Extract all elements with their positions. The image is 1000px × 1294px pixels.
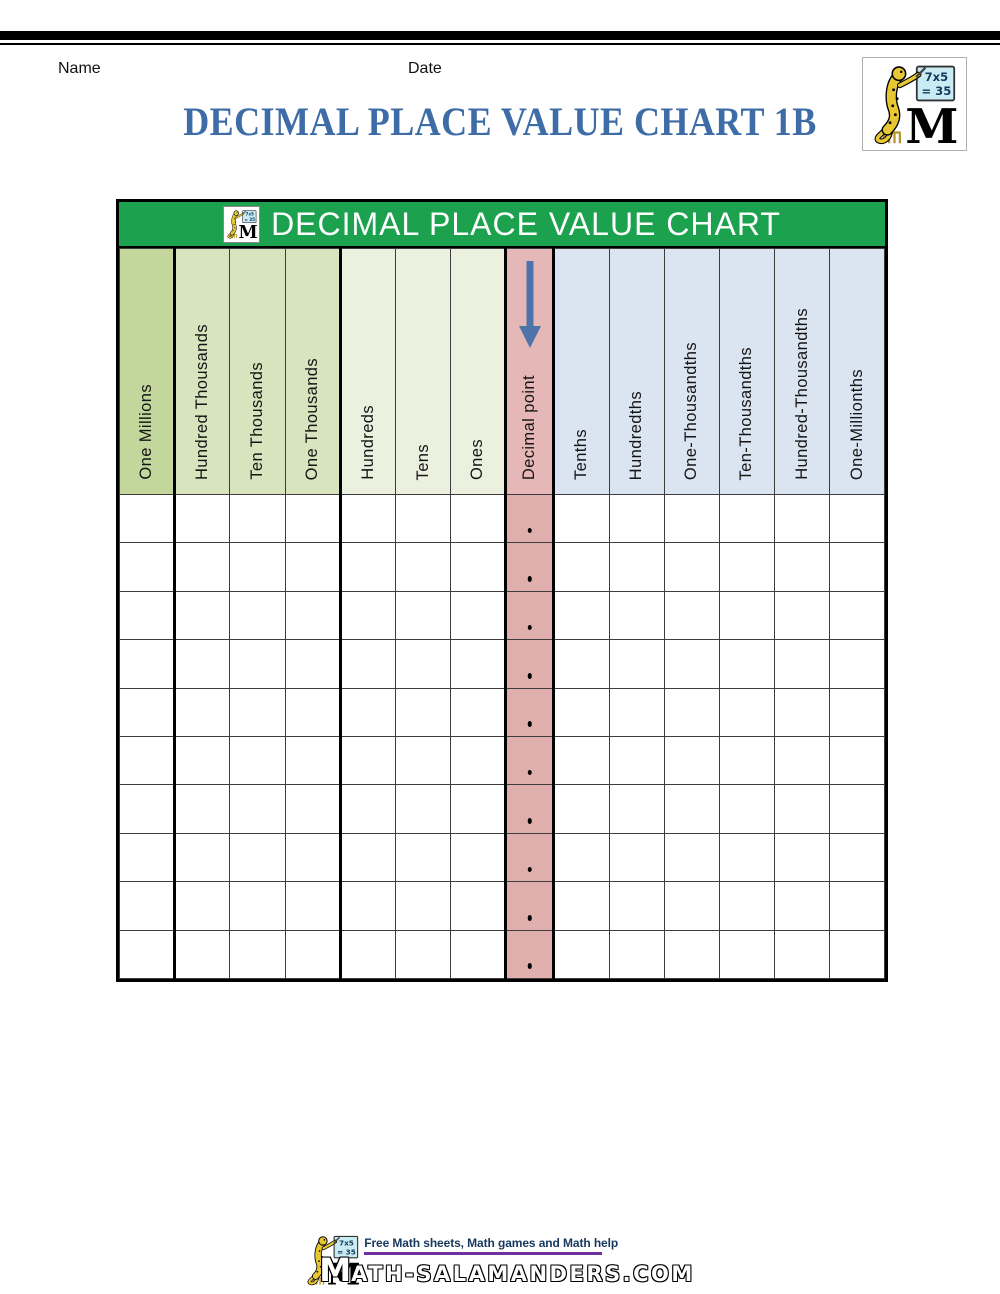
cell-hundred-thousands[interactable] (175, 640, 230, 688)
cell-hundred-thousands[interactable] (175, 688, 230, 736)
banner-salamander-logo-icon (223, 206, 260, 243)
page-title (0, 98, 1000, 145)
cell-one-thousandths[interactable] (664, 543, 719, 591)
decimal-point-dot (528, 818, 533, 824)
table-row (120, 833, 885, 881)
cell-one-millionths[interactable] (830, 688, 885, 736)
cell-tenths[interactable] (554, 640, 609, 688)
cell-tens[interactable] (395, 591, 450, 639)
cell-one-millions[interactable] (120, 591, 175, 639)
cell-one-millions[interactable] (120, 688, 175, 736)
cell-one-thousandths[interactable] (664, 882, 719, 930)
cell-tens[interactable] (395, 640, 450, 688)
cell-tens[interactable] (395, 495, 450, 543)
footer-text-block (319, 1228, 695, 1289)
cell-one-millions[interactable] (120, 736, 175, 784)
cell-one-millionths[interactable] (830, 591, 885, 639)
cell-hundred-thousandths[interactable] (775, 833, 830, 881)
decimal-point-dot (528, 721, 533, 727)
top-divider (0, 31, 1000, 45)
decimal-point-dot (528, 625, 533, 631)
column-header-ones (451, 249, 506, 495)
decimal-down-arrow-icon (518, 256, 542, 351)
cell-ten-thousands[interactable] (230, 736, 285, 784)
footer-tagline: Free Math sheets, Math games and Math help (364, 1236, 619, 1250)
column-header-one-thousands (285, 249, 340, 495)
column-header-hundreds (340, 249, 395, 495)
cell-ten-thousandths[interactable] (719, 785, 774, 833)
cell-ones[interactable] (451, 930, 506, 978)
cell-tenths[interactable] (554, 785, 609, 833)
cell-one-thousands[interactable] (285, 543, 340, 591)
table-row (120, 495, 885, 543)
site-name-initial: M (319, 1251, 352, 1289)
cell-tens[interactable] (395, 833, 450, 881)
cell-ten-thousands[interactable] (230, 640, 285, 688)
cell-hundred-thousands[interactable] (175, 785, 230, 833)
cell-one-millions[interactable] (120, 882, 175, 930)
divider-thick-line (0, 31, 1000, 40)
decimal-point-cell[interactable] (506, 591, 554, 639)
cell-hundred-thousands[interactable] (175, 833, 230, 881)
cell-ten-thousandths[interactable] (719, 833, 774, 881)
cell-ones[interactable] (451, 495, 506, 543)
cell-ones[interactable] (451, 785, 506, 833)
cell-hundred-thousandths[interactable] (775, 591, 830, 639)
column-label: Ten-Thousandths (737, 346, 756, 480)
cell-hundred-thousandths[interactable] (775, 736, 830, 784)
cell-one-millions[interactable] (120, 543, 175, 591)
cell-tens[interactable] (395, 785, 450, 833)
cell-hundredths[interactable] (609, 736, 664, 784)
cell-hundred-thousandths[interactable] (775, 785, 830, 833)
column-header-one-thousandths (664, 249, 719, 495)
cell-one-thousands[interactable] (285, 640, 340, 688)
decimal-point-cell[interactable] (506, 543, 554, 591)
cell-one-thousands[interactable] (285, 882, 340, 930)
table-row (120, 736, 885, 784)
column-header-decimal-point (506, 249, 554, 495)
column-header-one-millionths (830, 249, 885, 495)
cell-hundred-thousands[interactable] (175, 591, 230, 639)
column-header-one-millions (120, 249, 175, 495)
decimal-point-cell[interactable] (506, 640, 554, 688)
cell-hundred-thousandths[interactable] (775, 640, 830, 688)
cell-ten-thousands[interactable] (230, 785, 285, 833)
page-title-text: DECIMAL PLACE VALUE CHART 1B (183, 99, 817, 144)
cell-one-thousandths[interactable] (664, 591, 719, 639)
place-value-table (119, 248, 885, 979)
cell-tens[interactable] (395, 736, 450, 784)
cell-ten-thousands[interactable] (230, 688, 285, 736)
cell-hundreds[interactable] (340, 833, 395, 881)
cell-ten-thousands[interactable] (230, 495, 285, 543)
column-header-hundred-thousands (175, 249, 230, 495)
cell-one-millionths[interactable] (830, 833, 885, 881)
cell-one-millionths[interactable] (830, 495, 885, 543)
footer-site-name (319, 1251, 695, 1289)
cell-hundreds[interactable] (340, 640, 395, 688)
cell-hundredths[interactable] (609, 495, 664, 543)
cell-hundreds[interactable] (340, 543, 395, 591)
cell-one-millionths[interactable] (830, 543, 885, 591)
column-header-ten-thousands (230, 249, 285, 495)
decimal-point-cell[interactable] (506, 785, 554, 833)
name-label: Name (58, 60, 101, 77)
cell-hundred-thousandths[interactable] (775, 495, 830, 543)
column-label: Hundreds (358, 405, 377, 480)
decimal-point-cell[interactable] (506, 495, 554, 543)
cell-one-thousandths[interactable] (664, 495, 719, 543)
column-header-tenths (554, 249, 609, 495)
cell-one-millions[interactable] (120, 833, 175, 881)
cell-ones[interactable] (451, 736, 506, 784)
column-label: One-Millionths (847, 368, 866, 480)
table-row (120, 543, 885, 591)
cell-hundredths[interactable] (609, 591, 664, 639)
cell-ones[interactable] (451, 543, 506, 591)
table-row (120, 640, 885, 688)
decimal-point-dot (528, 867, 533, 873)
cell-one-millionths[interactable] (830, 640, 885, 688)
column-label: Ones (468, 438, 487, 480)
decimal-point-dot (528, 963, 533, 969)
cell-tens[interactable] (395, 930, 450, 978)
column-label: Hundred Thousands (193, 323, 212, 480)
cell-hundreds[interactable] (340, 688, 395, 736)
cell-hundred-thousands[interactable] (175, 736, 230, 784)
cell-tenths[interactable] (554, 882, 609, 930)
cell-hundred-thousands[interactable] (175, 495, 230, 543)
table-body (120, 495, 885, 979)
cell-one-millions[interactable] (120, 640, 175, 688)
column-label: One Millions (137, 384, 156, 480)
cell-one-millions[interactable] (120, 930, 175, 978)
column-label: Tenths (572, 428, 591, 480)
cell-one-thousandths[interactable] (664, 833, 719, 881)
cell-hundred-thousands[interactable] (175, 543, 230, 591)
column-label: Ten Thousands (247, 362, 266, 480)
cell-one-millions[interactable] (120, 785, 175, 833)
chart-banner (119, 202, 885, 248)
decimal-point-dot (528, 915, 533, 921)
cell-hundred-thousandths[interactable] (775, 882, 830, 930)
cell-ten-thousands[interactable] (230, 930, 285, 978)
cell-ten-thousandths[interactable] (719, 736, 774, 784)
cell-hundredths[interactable] (609, 543, 664, 591)
cell-hundreds[interactable] (340, 930, 395, 978)
column-header-ten-thousandths (719, 249, 774, 495)
cell-hundred-thousandths[interactable] (775, 930, 830, 978)
cell-one-thousands[interactable] (285, 736, 340, 784)
column-label: Hundredths (627, 390, 646, 480)
cell-one-thousandths[interactable] (664, 640, 719, 688)
cell-tenths[interactable] (554, 688, 609, 736)
cell-ten-thousands[interactable] (230, 833, 285, 881)
cell-ten-thousandths[interactable] (719, 543, 774, 591)
decimal-point-dot (528, 770, 533, 776)
cell-hundred-thousands[interactable] (175, 882, 230, 930)
column-label: Tens (413, 443, 432, 480)
cell-ten-thousandths[interactable] (719, 930, 774, 978)
cell-hundredths[interactable] (609, 930, 664, 978)
decimal-point-cell[interactable] (506, 833, 554, 881)
header-row (120, 249, 885, 495)
cell-one-millionths[interactable] (830, 785, 885, 833)
cell-one-thousands[interactable] (285, 930, 340, 978)
cell-one-thousands[interactable] (285, 785, 340, 833)
table-row (120, 688, 885, 736)
table-row (120, 882, 885, 930)
cell-hundreds[interactable] (340, 882, 395, 930)
cell-one-thousandths[interactable] (664, 785, 719, 833)
cell-ones[interactable] (451, 591, 506, 639)
cell-ten-thousandths[interactable] (719, 688, 774, 736)
cell-one-millionths[interactable] (830, 736, 885, 784)
cell-hundreds[interactable] (340, 591, 395, 639)
cell-tenths[interactable] (554, 591, 609, 639)
chart-banner-title: DECIMAL PLACE VALUE CHART (271, 205, 781, 242)
cell-tens[interactable] (395, 543, 450, 591)
cell-hundred-thousandths[interactable] (775, 543, 830, 591)
column-label: Decimal point (520, 374, 539, 480)
cell-ones[interactable] (451, 833, 506, 881)
cell-hundredths[interactable] (609, 882, 664, 930)
date-label: Date (408, 60, 442, 77)
cell-ten-thousandths[interactable] (719, 882, 774, 930)
cell-hundreds[interactable] (340, 495, 395, 543)
cell-ones[interactable] (451, 688, 506, 736)
column-header-tens (395, 249, 450, 495)
cell-tenths[interactable] (554, 495, 609, 543)
table-row (120, 591, 885, 639)
cell-hundredths[interactable] (609, 833, 664, 881)
cell-one-thousands[interactable] (285, 833, 340, 881)
cell-hundreds[interactable] (340, 736, 395, 784)
cell-ten-thousandths[interactable] (719, 495, 774, 543)
cell-one-thousands[interactable] (285, 688, 340, 736)
cell-ten-thousandths[interactable] (719, 591, 774, 639)
cell-ones[interactable] (451, 882, 506, 930)
salamander-logo-icon (226, 209, 258, 239)
cell-hundredths[interactable] (609, 688, 664, 736)
cell-hundreds[interactable] (340, 785, 395, 833)
decimal-point-dot (528, 673, 533, 679)
cell-one-millionths[interactable] (830, 930, 885, 978)
column-header-hundredths (609, 249, 664, 495)
cell-hundred-thousandths[interactable] (775, 688, 830, 736)
cell-hundredths[interactable] (609, 640, 664, 688)
cell-one-millions[interactable] (120, 495, 175, 543)
cell-one-thousands[interactable] (285, 591, 340, 639)
table-row (120, 785, 885, 833)
column-header-hundred-thousandths (775, 249, 830, 495)
table-row (120, 930, 885, 978)
column-label: Hundred-Thousandths (792, 308, 811, 480)
cell-one-thousands[interactable] (285, 495, 340, 543)
cell-ten-thousands[interactable] (230, 591, 285, 639)
decimal-point-cell[interactable] (506, 930, 554, 978)
decimal-point-cell[interactable] (506, 882, 554, 930)
cell-tenths[interactable] (554, 736, 609, 784)
site-name-rest: ATH-SALAMANDERS.COM (351, 1262, 695, 1286)
cell-ten-thousandths[interactable] (719, 640, 774, 688)
cell-one-millionths[interactable] (830, 882, 885, 930)
cell-tenths[interactable] (554, 833, 609, 881)
cell-tens[interactable] (395, 688, 450, 736)
cell-one-thousandths[interactable] (664, 688, 719, 736)
cell-one-thousandths[interactable] (664, 930, 719, 978)
divider-thin-line (0, 43, 1000, 45)
column-label: One-Thousandths (682, 341, 701, 480)
cell-tenths[interactable] (554, 930, 609, 978)
decimal-point-dot (528, 576, 533, 582)
column-label: One Thousands (302, 357, 321, 480)
cell-ten-thousands[interactable] (230, 882, 285, 930)
place-value-chart (116, 199, 888, 982)
cell-tenths[interactable] (554, 543, 609, 591)
decimal-point-cell[interactable] (506, 736, 554, 784)
cell-ones[interactable] (451, 640, 506, 688)
cell-one-thousandths[interactable] (664, 736, 719, 784)
cell-tens[interactable] (395, 882, 450, 930)
decimal-point-cell[interactable] (506, 688, 554, 736)
footer (0, 1228, 1000, 1290)
cell-ten-thousands[interactable] (230, 543, 285, 591)
cell-hundred-thousands[interactable] (175, 930, 230, 978)
cell-hundredths[interactable] (609, 785, 664, 833)
decimal-point-dot (528, 528, 533, 534)
